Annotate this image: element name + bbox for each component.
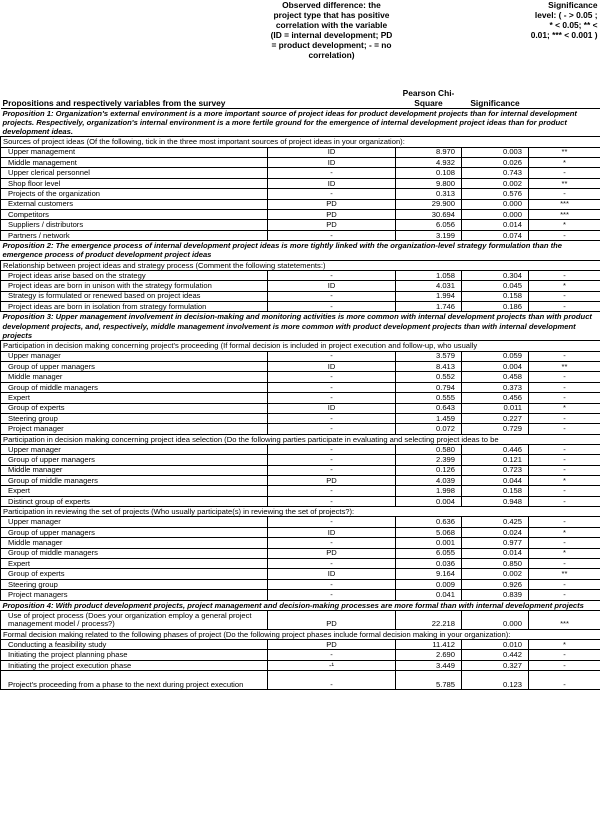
question-group-title: Relationship between project ideas and strategy process (Comment the following statetements:) — [1, 260, 600, 270]
table-row — [1, 548, 600, 558]
chi-square-cell: 0.555 — [396, 393, 462, 403]
chi-square-cell: 1.994 — [396, 291, 462, 301]
variable-name: Expert — [1, 559, 268, 569]
observed-difference-cell: - — [268, 393, 396, 403]
chi-square-cell: 0.072 — [396, 424, 462, 434]
proposition-row — [1, 312, 600, 341]
significance-level-cell: - — [529, 559, 600, 569]
significance-cell: 0.227 — [462, 413, 529, 423]
question-group-title: Participation in reviewing the set of projects (Who usually participate(s) in reviewing the set of projects?): — [1, 507, 600, 517]
header-significance-level: Significance level: ( - > 0.05 ; * < 0.05; ** < 0.01; *** < 0.001 ) — [529, 0, 600, 108]
significance-cell: 0.044 — [462, 476, 529, 486]
observed-difference-cell: PD — [268, 220, 396, 230]
observed-difference-cell: ID — [268, 157, 396, 167]
chi-square-cell: 0.126 — [396, 465, 462, 475]
variable-name: Projects of the organization — [1, 189, 268, 199]
chi-square-cell: 30.694 — [396, 209, 462, 219]
significance-cell: 0.014 — [462, 220, 529, 230]
observed-difference-cell: PD — [268, 476, 396, 486]
table-row — [1, 393, 600, 403]
variable-name: Group of experts — [1, 569, 268, 579]
significance-level-cell: - — [529, 671, 600, 690]
table-row — [1, 178, 600, 188]
table-row — [1, 496, 600, 506]
significance-level-cell: ** — [529, 147, 600, 157]
table-row — [1, 486, 600, 496]
table-row — [1, 413, 600, 423]
variable-name: Group of experts — [1, 403, 268, 413]
significance-cell: 0.456 — [462, 393, 529, 403]
observed-difference-cell: - — [268, 517, 396, 527]
observed-difference-cell: - — [268, 455, 396, 465]
table-row — [1, 147, 600, 157]
proposition-row — [1, 108, 600, 137]
significance-cell: 0.425 — [462, 517, 529, 527]
observed-difference-cell: ID — [268, 361, 396, 371]
chi-square-cell: 0.001 — [396, 538, 462, 548]
observed-difference-cell: - — [268, 351, 396, 361]
significance-level-cell: * — [529, 157, 600, 167]
chi-square-cell: 0.108 — [396, 168, 462, 178]
significance-cell: 0.000 — [462, 610, 529, 629]
chi-square-cell: 2.690 — [396, 650, 462, 660]
table-row — [1, 527, 600, 537]
significance-level-cell: - — [529, 168, 600, 178]
variable-name: Upper management — [1, 147, 268, 157]
variable-name: Initiating the project execution phase — [1, 660, 268, 670]
significance-level-cell: * — [529, 640, 600, 650]
significance-cell: 0.011 — [462, 403, 529, 413]
table-row — [1, 538, 600, 548]
significance-cell: 0.045 — [462, 281, 529, 291]
variable-name: Group of middle managers — [1, 548, 268, 558]
significance-cell: 0.000 — [462, 199, 529, 209]
significance-cell: 0.458 — [462, 372, 529, 382]
significance-level-cell: * — [529, 476, 600, 486]
significance-level-cell: ** — [529, 569, 600, 579]
chi-square-cell: 11.412 — [396, 640, 462, 650]
variable-name: Group of middle managers — [1, 476, 268, 486]
observed-difference-cell: - — [268, 382, 396, 392]
variable-name: Steering group — [1, 579, 268, 589]
table-row — [1, 361, 600, 371]
significance-cell: 0.576 — [462, 189, 529, 199]
significance-level-cell: - — [529, 230, 600, 240]
chi-square-cell: 6.056 — [396, 220, 462, 230]
significance-cell: 0.926 — [462, 579, 529, 589]
significance-cell: 0.327 — [462, 660, 529, 670]
significance-level-cell: - — [529, 465, 600, 475]
observed-difference-cell: - — [268, 168, 396, 178]
variable-name: Middle manager — [1, 372, 268, 382]
chi-square-cell: 1.746 — [396, 302, 462, 312]
observed-difference-cell: ID — [268, 403, 396, 413]
variable-name: Expert — [1, 486, 268, 496]
table-row — [1, 382, 600, 392]
significance-cell: 0.074 — [462, 230, 529, 240]
observed-difference-cell: PD — [268, 548, 396, 558]
table-row — [1, 476, 600, 486]
chi-square-cell: 0.794 — [396, 382, 462, 392]
variable-name: Upper manager — [1, 351, 268, 361]
significance-level-cell: - — [529, 424, 600, 434]
variable-name: Project manager — [1, 424, 268, 434]
significance-cell: 0.158 — [462, 291, 529, 301]
proposition-text: Proposition 3: Upper management involvement in decision-making and monitoring activities is more common with internal development projects than with product development projects, and, respectively, middle management involvement is more common with product development projects than with internal development projects — [1, 312, 600, 341]
variable-name: Shop floor level — [1, 178, 268, 188]
header-significance: Significance — [462, 0, 529, 108]
chi-square-cell: 3.199 — [396, 230, 462, 240]
significance-cell: 0.186 — [462, 302, 529, 312]
significance-cell: 0.977 — [462, 538, 529, 548]
question-group-title: Participation in decision making concerning project idea selection (Do the following parties participate in evaluating and selecting project ideas to be — [1, 434, 600, 444]
chi-square-cell: 6.055 — [396, 548, 462, 558]
chi-square-cell: 4.039 — [396, 476, 462, 486]
significance-cell: 0.000 — [462, 209, 529, 219]
observed-difference-cell: - — [268, 270, 396, 280]
significance-cell: 0.004 — [462, 361, 529, 371]
observed-difference-cell: - — [268, 650, 396, 660]
variable-name: Project's proceeding from a phase to the next during project execution — [1, 671, 268, 690]
table-header — [1, 0, 600, 108]
variable-name: Upper clerical personnel — [1, 168, 268, 178]
significance-level-cell: - — [529, 302, 600, 312]
observed-difference-cell: PD — [268, 199, 396, 209]
significance-cell: 0.158 — [462, 486, 529, 496]
table-row — [1, 455, 600, 465]
chi-square-cell: 0.643 — [396, 403, 462, 413]
table-row — [1, 590, 600, 600]
header-pearson-chi-square: Pearson Chi-Square — [396, 0, 462, 108]
significance-level-cell: - — [529, 189, 600, 199]
significance-cell: 0.723 — [462, 465, 529, 475]
variable-name: Middle management — [1, 157, 268, 167]
proposition-text: Proposition 2: The emergence process of internal development project ideas is more tightly linked with the organization-level strategy formulation than the emergence process of product development project ideas — [1, 241, 600, 261]
proposition-row — [1, 241, 600, 261]
variable-name: Group of upper managers — [1, 527, 268, 537]
question-group-title: Formal decision making related to the following phases of project (Do the following project phases include formal decision making in your organization): — [1, 629, 600, 639]
table-row — [1, 444, 600, 454]
significance-cell: 0.839 — [462, 590, 529, 600]
variable-name: Project ideas are born in unison with the strategy formulation — [1, 281, 268, 291]
observed-difference-cell: -¹ — [268, 660, 396, 670]
significance-cell: 0.003 — [462, 147, 529, 157]
significance-level-cell: - — [529, 444, 600, 454]
observed-difference-cell: - — [268, 579, 396, 589]
significance-cell: 0.850 — [462, 559, 529, 569]
significance-level-cell: - — [529, 590, 600, 600]
observed-difference-cell: - — [268, 302, 396, 312]
variable-name: Conducting a feasibility study — [1, 640, 268, 650]
significance-level-cell: - — [529, 291, 600, 301]
observed-difference-cell: PD — [268, 640, 396, 650]
variable-name: Suppliers / distributors — [1, 220, 268, 230]
chi-square-cell: 8.970 — [396, 147, 462, 157]
variable-name: Initiating the project planning phase — [1, 650, 268, 660]
significance-cell: 0.442 — [462, 650, 529, 660]
variable-name: Strategy is formulated or renewed based on project ideas — [1, 291, 268, 301]
table-row — [1, 610, 600, 629]
significance-level-cell: - — [529, 413, 600, 423]
significance-cell: 0.446 — [462, 444, 529, 454]
variable-name: Middle manager — [1, 538, 268, 548]
observed-difference-cell: - — [268, 486, 396, 496]
observed-difference-cell: ID — [268, 178, 396, 188]
significance-level-cell: - — [529, 650, 600, 660]
observed-difference-cell: PD — [268, 209, 396, 219]
question-group-row — [1, 341, 600, 351]
proposition-row — [1, 600, 600, 610]
significance-level-cell: * — [529, 527, 600, 537]
table-row — [1, 220, 600, 230]
variable-name: Distinct group of experts — [1, 496, 268, 506]
table-row — [1, 291, 600, 301]
observed-difference-cell: - — [268, 444, 396, 454]
chi-square-cell: 22.218 — [396, 610, 462, 629]
observed-difference-cell: - — [268, 465, 396, 475]
chi-square-cell: 0.552 — [396, 372, 462, 382]
observed-difference-cell: - — [268, 413, 396, 423]
question-group-title: Participation in decision making concerning project's proceeding (If formal decision is included in project execution and follow-up, who usually — [1, 341, 600, 351]
significance-level-cell: ** — [529, 361, 600, 371]
chi-square-cell: 0.009 — [396, 579, 462, 589]
observed-difference-cell: ID — [268, 147, 396, 157]
variable-name: Steering group — [1, 413, 268, 423]
header-propositions: Propositions and respectively variables from the survey — [1, 0, 268, 108]
significance-level-cell: ** — [529, 178, 600, 188]
significance-cell: 0.373 — [462, 382, 529, 392]
variable-name: Expert — [1, 393, 268, 403]
significance-cell: 0.026 — [462, 157, 529, 167]
chi-square-cell: 9.800 — [396, 178, 462, 188]
table-row — [1, 189, 600, 199]
significance-level-cell: - — [529, 351, 600, 361]
significance-level-cell: *** — [529, 610, 600, 629]
significance-level-cell: - — [529, 382, 600, 392]
significance-level-cell: - — [529, 486, 600, 496]
significance-cell: 0.121 — [462, 455, 529, 465]
significance-level-cell: - — [529, 660, 600, 670]
table-row — [1, 569, 600, 579]
chi-square-cell: 3.579 — [396, 351, 462, 361]
table-row — [1, 168, 600, 178]
table-row — [1, 281, 600, 291]
significance-level-cell: * — [529, 220, 600, 230]
table-row — [1, 209, 600, 219]
variable-name: Competitors — [1, 209, 268, 219]
variable-name: Partners / network — [1, 230, 268, 240]
table-row — [1, 579, 600, 589]
significance-level-cell: - — [529, 393, 600, 403]
significance-cell: 0.002 — [462, 569, 529, 579]
table-row — [1, 372, 600, 382]
significance-cell: 0.014 — [462, 548, 529, 558]
table-row — [1, 650, 600, 660]
variable-name: Group of upper managers — [1, 455, 268, 465]
observed-difference-cell: - — [268, 372, 396, 382]
question-group-row — [1, 434, 600, 444]
table-row — [1, 517, 600, 527]
chi-square-cell: 0.313 — [396, 189, 462, 199]
significance-cell: 0.123 — [462, 671, 529, 690]
observed-difference-cell: - — [268, 496, 396, 506]
significance-level-cell: *** — [529, 199, 600, 209]
variable-name: Group of upper managers — [1, 361, 268, 371]
observed-difference-cell: ID — [268, 527, 396, 537]
table-row — [1, 270, 600, 280]
significance-cell: 0.059 — [462, 351, 529, 361]
chi-square-cell: 0.036 — [396, 559, 462, 569]
significance-level-cell: - — [529, 538, 600, 548]
observed-difference-cell: - — [268, 559, 396, 569]
table-row — [1, 230, 600, 240]
significance-level-cell: * — [529, 403, 600, 413]
table-row — [1, 424, 600, 434]
observed-difference-cell: - — [268, 538, 396, 548]
chi-square-cell: 29.900 — [396, 199, 462, 209]
observed-difference-cell: - — [268, 590, 396, 600]
variable-name: Middle manager — [1, 465, 268, 475]
chi-square-cell: 0.004 — [396, 496, 462, 506]
chi-square-cell: 3.449 — [396, 660, 462, 670]
observed-difference-cell: PD — [268, 610, 396, 629]
observed-difference-cell: ID — [268, 569, 396, 579]
chi-square-cell: 0.580 — [396, 444, 462, 454]
table-row — [1, 403, 600, 413]
table-row — [1, 671, 600, 690]
chi-square-cell: 0.636 — [396, 517, 462, 527]
chi-square-cell: 1.998 — [396, 486, 462, 496]
table-body — [1, 108, 600, 690]
table-row — [1, 465, 600, 475]
chi-square-cell: 9.164 — [396, 569, 462, 579]
question-group-title: Sources of project ideas (Of the following, tick in the three most important sources of project ideas in your organization): — [1, 137, 600, 147]
chi-square-cell: 1.058 — [396, 270, 462, 280]
table-row — [1, 559, 600, 569]
significance-cell: 0.010 — [462, 640, 529, 650]
chi-square-cell: 2.399 — [396, 455, 462, 465]
variable-name: Upper manager — [1, 517, 268, 527]
question-group-row — [1, 629, 600, 639]
observed-difference-cell: - — [268, 291, 396, 301]
significance-level-cell: - — [529, 455, 600, 465]
significance-level-cell: * — [529, 548, 600, 558]
significance-cell: 0.743 — [462, 168, 529, 178]
chi-square-cell: 0.041 — [396, 590, 462, 600]
chi-square-cell: 1.459 — [396, 413, 462, 423]
table-row — [1, 351, 600, 361]
variable-name: Project managers — [1, 590, 268, 600]
table-row — [1, 302, 600, 312]
variable-name: Project ideas are born in isolation from strategy formulation — [1, 302, 268, 312]
chi-square-cell: 8.413 — [396, 361, 462, 371]
significance-level-cell: - — [529, 372, 600, 382]
header-observed-difference: Observed difference: the project type that has positive correlation with the variable (ID = internal development; PD = product development; - = no correlation) — [268, 0, 396, 108]
observed-difference-cell: ID — [268, 281, 396, 291]
observed-difference-cell: - — [268, 230, 396, 240]
chi-square-cell: 5.068 — [396, 527, 462, 537]
significance-level-cell: - — [529, 496, 600, 506]
significance-cell: 0.304 — [462, 270, 529, 280]
variable-name: External customers — [1, 199, 268, 209]
chi-square-cell: 5.785 — [396, 671, 462, 690]
variable-name: Project ideas arise based on the strategy — [1, 270, 268, 280]
significance-cell: 0.024 — [462, 527, 529, 537]
significance-level-cell: *** — [529, 209, 600, 219]
question-group-row — [1, 507, 600, 517]
significance-level-cell: - — [529, 270, 600, 280]
chi-square-cell: 4.031 — [396, 281, 462, 291]
variable-name: Group of middle managers — [1, 382, 268, 392]
question-group-row — [1, 260, 600, 270]
proposition-text: Proposition 1: Organization's external environment is a more important source of project ideas for product development projects than for internal development projects. Respectively, organization's internal environment is a more fertile ground for the emergence of internal development project ideas than for product development ideas. — [1, 108, 600, 137]
observed-difference-cell: - — [268, 189, 396, 199]
observed-difference-cell: - — [268, 424, 396, 434]
table-row — [1, 640, 600, 650]
significance-cell: 0.002 — [462, 178, 529, 188]
significance-cell: 0.948 — [462, 496, 529, 506]
table-row — [1, 199, 600, 209]
question-group-row — [1, 137, 600, 147]
observed-difference-cell: - — [268, 671, 396, 690]
table-row — [1, 660, 600, 670]
proposition-text: Proposition 4: With product development projects, project management and decision-making processes are more formal than with internal development projects — [1, 600, 600, 610]
variable-name: Use of project process (Does your organization employ a general project management model / process?) — [1, 610, 268, 629]
significance-level-cell: * — [529, 281, 600, 291]
significance-level-cell: - — [529, 579, 600, 589]
chi-square-cell: 4.932 — [396, 157, 462, 167]
significance-cell: 0.729 — [462, 424, 529, 434]
significance-level-cell: - — [529, 517, 600, 527]
table-row — [1, 157, 600, 167]
variable-name: Upper manager — [1, 444, 268, 454]
